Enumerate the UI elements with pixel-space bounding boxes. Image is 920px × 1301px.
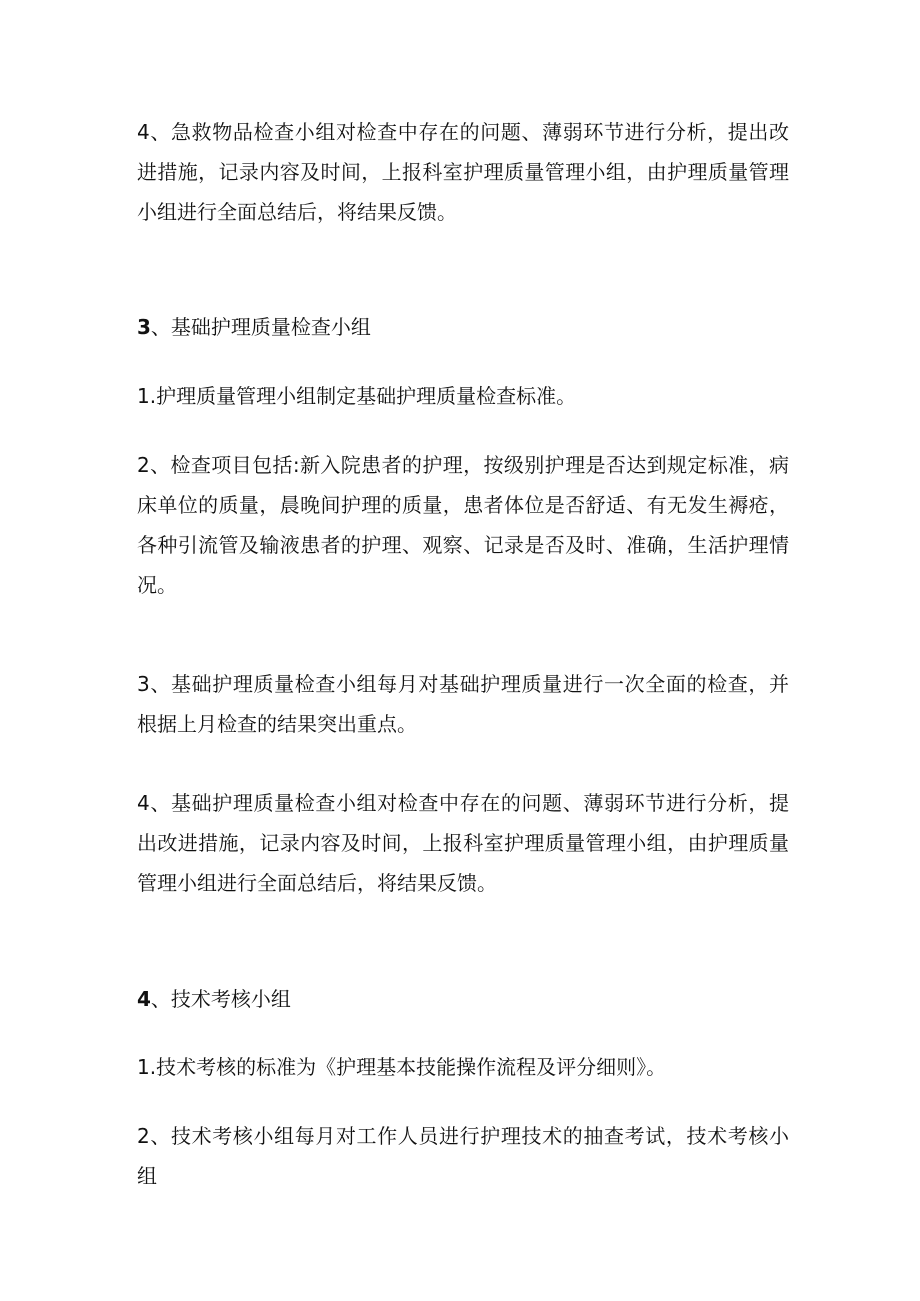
section-number: 4 [137,987,151,1011]
section-title: 、技术考核小组 [150,987,291,1011]
paragraph-monthly-assessment: 2、技术考核小组每月对工作人员进行护理技术的抽查考试，技术考核小组 [137,1124,789,1188]
paragraph-assessment-standard: 1.技术考核的标准为《护理基本技能操作流程及评分细则》。 [137,1055,667,1079]
paragraph-inspection-items: 2、检查项目包括:新入院患者的护理，按级别护理是否达到规定标准，病床单位的质量，晨晚间护理的质量，患者体位是否舒适、有无发生褥疮，各种引流管及输液患者的护理、观察、记录是否及时、准确，生活护理情况。 [137,453,789,597]
section-heading-basic-nursing-quality [137,307,371,347]
paragraph-quality-standard: 1.护理质量管理小组制定基础护理质量检查标准。 [137,384,577,408]
paragraph-monthly-inspection: 3、基础护理质量检查小组每月对基础护理质量进行一次全面的检查，并根据上月检查的结果突出重点。 [137,672,789,736]
section-title: 、基础护理质量检查小组 [150,315,371,339]
paragraph-basic-nursing-analysis: 4、基础护理质量检查小组对检查中存在的问题、薄弱环节进行分析，提出改进措施，记录内容及时间，上报科室护理质量管理小组，由护理质量管理小组进行全面总结后，将结果反馈。 [137,791,789,895]
paragraph-emergency-supplies-analysis: 4、急救物品检查小组对检查中存在的问题、薄弱环节进行分析，提出改进措施，记录内容及时间，上报科室护理质量管理小组，由护理质量管理小组进行全面总结后，将结果反馈。 [137,120,789,224]
section-number: 3 [137,315,151,339]
section-heading-technical-assessment [137,979,291,1019]
